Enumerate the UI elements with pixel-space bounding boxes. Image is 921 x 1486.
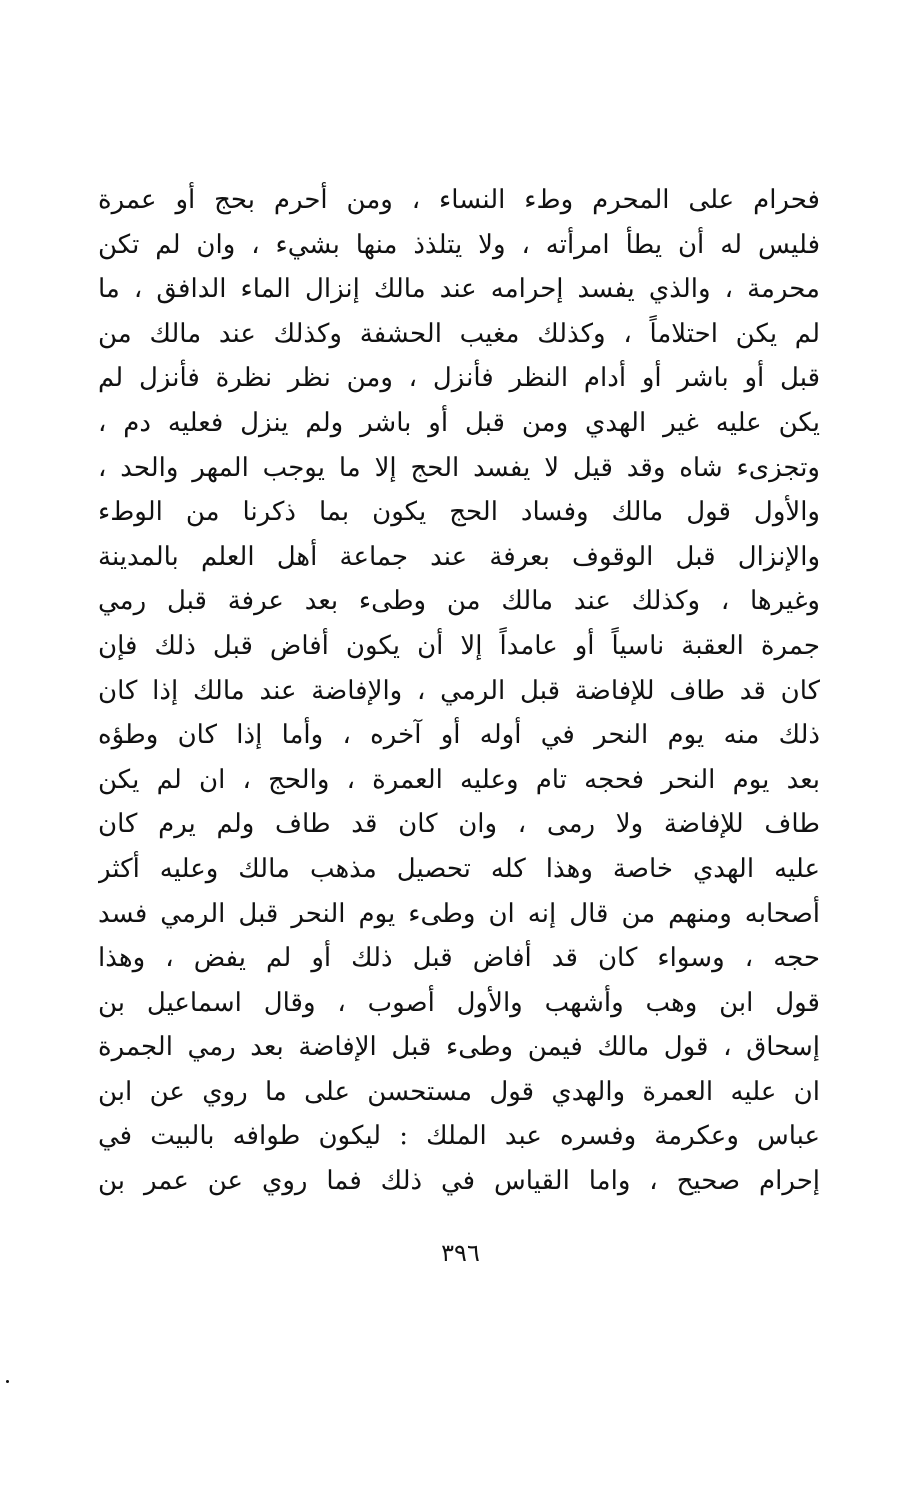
text-line: إحرام صحيح ، واما القياس في ذلك فما روي عن عمر بن bbox=[98, 1166, 820, 1197]
text-line: قول ابن وهب وأشهب والأول أصوب ، وقال اسماعيل بن bbox=[98, 987, 820, 1018]
body-text bbox=[98, 178, 820, 1204]
page-number: ٣٩٦ bbox=[441, 1239, 480, 1267]
text-line: يكن عليه غير الهدي ومن قبل أو باشر ولم ينزل فعليه دم ، bbox=[98, 407, 820, 438]
text-line: عليه الهدي خاصة وهذا كله تحصيل مذهب مالك وعليه أكثر bbox=[98, 853, 820, 884]
text-line: بعد يوم النحر فحجه تام وعليه العمرة ، والحج ، ان لم يكن bbox=[98, 764, 820, 795]
text-line: وتجزىء شاه وقد قيل لا يفسد الحج إلا ما يوجب المهر والحد ، bbox=[98, 452, 820, 483]
text-line: ان عليه العمرة والهدي قول مستحسن على ما روي عن ابن bbox=[98, 1076, 820, 1107]
text-line: ذلك منه يوم النحر في أوله أو آخره ، وأما إذا كان وطؤه bbox=[98, 720, 820, 751]
text-line: لم يكن احتلاماً ، وكذلك مغيب الحشفة وكذلك عند مالك من bbox=[98, 318, 820, 349]
text-line: جمرة العقبة ناسياً أو عامداً إلا أن يكون أفاض قبل ذلك فإن bbox=[98, 630, 820, 661]
text-line: طاف للإفاضة ولا رمى ، وان كان قد طاف ولم يرم كان bbox=[98, 809, 820, 840]
text-line: كان قد طاف للإفاضة قبل الرمي ، والإفاضة عند مالك إذا كان bbox=[98, 675, 820, 706]
text-line: فليس له أن يطأ امرأته ، ولا يتلذذ منها بشيء ، وان لم تكن bbox=[98, 229, 820, 260]
text-line: قبل أو باشر أو أدام النظر فأنزل ، ومن نظر نظرة فأنزل لم bbox=[98, 363, 820, 394]
scan-speck bbox=[6, 1380, 9, 1383]
text-line: والأول قول مالك وفساد الحج يكون بما ذكرنا من الوطء bbox=[98, 497, 820, 528]
text-line: أصحابه ومنهم من قال إنه ان وطىء يوم النحر قبل الرمي فسد bbox=[98, 898, 820, 929]
text-line: فحرام على المحرم وطء النساء ، ومن أحرم بحج أو عمرة bbox=[98, 185, 820, 215]
text-line: إسحاق ، قول مالك فيمن وطىء قبل الإفاضة بعد رمي الجمرة bbox=[98, 1032, 820, 1063]
text-line: وغيرها ، وكذلك عند مالك من وطىء بعد عرفة قبل رمي bbox=[98, 586, 820, 617]
text-line: حجه ، وسواء كان قد أفاض قبل ذلك أو لم يفض ، وهذا bbox=[98, 943, 820, 974]
text-line: محرمة ، والذي يفسد إحرامه عند مالك إنزال الماء الدافق ، ما bbox=[98, 274, 820, 305]
text-line: عباس وعكرمة وفسره عبد الملك : ليكون طوافه بالبيت في bbox=[98, 1121, 820, 1152]
text-line: والإنزال قبل الوقوف بعرفة عند جماعة أهل العلم بالمدينة bbox=[98, 541, 820, 572]
